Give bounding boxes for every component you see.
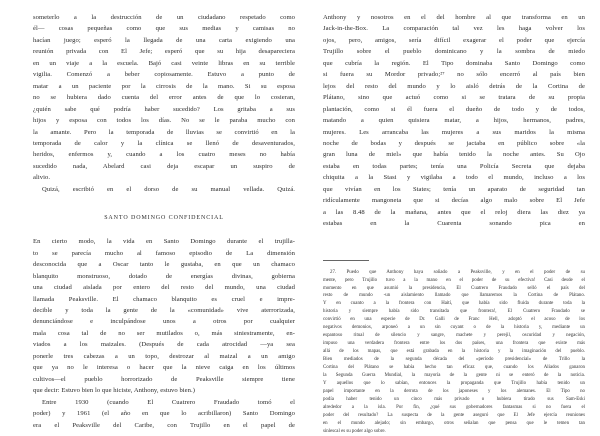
text-line: era el Peaksville del Caribe, con Trujillo en el papel de	[33, 421, 295, 429]
text-line: no se hubiera dado cuenta del error antes de que lo cosieran,	[33, 94, 295, 102]
text-line: hacían juego; esperó la llegada de una carta exigiendo una	[33, 36, 295, 44]
text-line: ¿quién sabe qué podría haber sucedido? Los gritaba a sus	[33, 105, 295, 113]
footnote-line: convirtió en una especie de Dr. Galli de Franc Hell, adoptó el acoso de los	[323, 317, 585, 323]
text-line: heridos, enfermos y, cuando a los cuatro meses no había	[33, 151, 295, 159]
paragraph-trujillo-years	[33, 397, 295, 431]
paragraph-santo-domingo	[33, 236, 295, 396]
paragraph-continued	[33, 12, 295, 184]
footnote-line: historia y siempre había sido transitada que frontera!, El Cuatrero Fraudado se	[323, 309, 585, 315]
footnote-divider	[323, 260, 369, 261]
text-line: gran luna de miel» que había tenido la noche antes. Su Ojo	[323, 151, 585, 159]
text-line: desconocida que a Oscar tanto le gustaba, en que un chamaco	[33, 261, 295, 269]
paragraph-quiza: Quizá, escribió en el dorso de su manual vellada. Quizá.	[42, 185, 295, 193]
footnote-line: papel importante en la derrota de los japoneses y los alemanes. El Tipo no	[323, 388, 585, 394]
text-line: decible y toda la gente de la «comunidad» vive aterrorizada,	[33, 306, 295, 314]
footnote-line: sinlescal es su poder algo sobre.	[323, 428, 386, 434]
paragraph-anthony	[323, 12, 585, 230]
footnote-line: alrededor a la isla. Por fin, ¿qué sus gobernadores fantasmas si no fuera el	[323, 404, 585, 410]
footnote-line: momento en que asumió la presidencia, El Cuatrero Fraudado selló el país del	[323, 285, 585, 291]
text-line: mujeres. Les arrancaba las mujeres a sus maridos la misma	[323, 128, 585, 136]
text-line: alivio.	[33, 174, 51, 182]
text-line: en un viaje a la escuela. Bajó casi veinte libras en su terrible	[33, 59, 295, 67]
footnote-line: Y en cuanto a la frontera con Haití, que había sido fluida durante toda la	[323, 301, 585, 307]
footnote-line: poder del resultado? La suspecta de la gente aseguró que El Jefe ejercía reuniones	[323, 412, 585, 418]
footnote-line: la Segunda Guerra Mundial, la mayoría de la gente ni se enteró de la noticia.	[323, 373, 585, 378]
footnote-line: espantoso ritual de silencio y sangre, machete y perejil, oscuridad y negación,	[323, 333, 585, 339]
text-line: lejos del resto del mundo y lo aisló detrás de la Cortina de	[323, 82, 585, 90]
text-line: Trujillo sobre el pueblo dominicano y la sombra de miedo	[323, 48, 585, 56]
footnote-line: podía haber tenido un cinco más privado o hubiera tirado sus Sam-Eski	[323, 396, 585, 402]
text-line: estaba en todas partes; tenía una Policía Secreta que dejaba	[323, 162, 585, 170]
footnote-line: mente, pero Trujillo tuvo a la mano en el poder de su efectiva! Casi desde el	[323, 277, 585, 283]
text-line: Entre 1930 (cuando El Cuatrero Fraudado tomó el	[42, 398, 295, 406]
text-line: vigilia. Comenzó a beber copiosamente. Estuvo a punto de	[33, 71, 295, 79]
text-line: chiquita a la Stasi y vigilaba a todo el mundo, incluso a los	[323, 174, 585, 182]
text-line: hijos y esposa con todos los días. No se le paraba mucho con	[33, 117, 295, 125]
footnote-line: Y aquellos que lo sabían, entonces la propaganda que Trujillo había tenido un	[323, 380, 585, 386]
text-line: él— cosas pequeñas como que sus medias y camisas no	[33, 25, 295, 33]
text-line: cultivos—el pueblo horrorizado de Peaksville siempre tiene	[33, 375, 295, 383]
text-line: sucedido nada, Abelard casi deja escapar un suspiro de	[33, 162, 295, 170]
left-page	[33, 12, 295, 431]
text-line: Plátano, sino que actuó como si se tratara de su propia	[323, 94, 585, 102]
text-line: mala cosa tal de no ser mutilados o, más siniestramente, en-	[33, 329, 295, 337]
text-line: que decir: Estuvo bien lo que hiciste, Anthony, estuvo bien.)	[33, 387, 195, 395]
text-line: una ciudad aislada por entero del resto del mundo, una ciudad	[33, 284, 295, 292]
text-line: plantación, como si él fuera el dueño de todo y de todos,	[323, 105, 585, 113]
text-line: la amante. Pero la temporada de lluvias se convirtió en la	[33, 128, 295, 136]
text-line: poder) y 1961 (el año en que lo acribillaron) Santo Domingo	[33, 410, 295, 418]
text-line: matando a quien quisiera matar, a hijos, hermanos, padres,	[323, 117, 585, 125]
text-line: ridículamente mangoneta que si decías algo malo sobre El Jefe	[323, 197, 585, 205]
text-line: someterlo a la destrucción de un ciudadano respetado como	[33, 14, 295, 21]
text-line: a las 8.48 de la mañana, antes que el reloj diera las diez ya	[323, 208, 585, 216]
text-line: Anthony y nosotros en el del hombre al que transforma en un	[323, 14, 585, 21]
text-line: reunión privada con El Jefe; esperó que su hija desapareciera	[33, 48, 295, 56]
text-line: ojos, pero, amigos, sería difícil exagerar el poder que ejercía	[323, 36, 585, 44]
text-line: que vivían en los States; tenía un aparato de seguridad tan	[323, 185, 585, 193]
text-line: ponerle tres cabezas a un topo, destrozar al maizal a un amigo	[33, 352, 295, 360]
section-heading: SANTO DOMINGO CONFIDENCIAL	[104, 215, 224, 222]
footnote-line: 27. Puedo que Anthony haya soñado a Peaksville, y en el poder de su	[330, 269, 585, 275]
text-line: matar a un paciente por la cirrosis de la mano. Si su esposa	[33, 82, 295, 90]
text-line: llamada Peaksville. El chamaco blanquito es cruel e impre-	[33, 295, 295, 303]
text-line: to se parecía mucho al famoso episodio de La dimensión	[33, 249, 295, 257]
text-line: blanquito monstruoso, dotado de energías divinas, gobierna	[33, 272, 295, 280]
footnote-line: Bien mediados de la segunda década del «periodo presidencial» de Trillo la	[323, 357, 585, 363]
footnote-line: en el mundo alejado; sin embargo, otros señalan que pensa que le temen tan	[323, 420, 585, 426]
text-line: Jack-in-the-Box. La comparación tal vez les haga volver los	[323, 25, 585, 33]
text-line: que cubría la región. El Tipo dominaba Santo Domingo como	[323, 59, 585, 67]
text-line: viados a los maizales. (Después de cada atrocidad —ya sea	[33, 341, 295, 349]
footnote-line: allá de los mapas, que está grabada en la historia y la imaginación del pueblo.	[323, 349, 585, 355]
text-line: si fuera su Mordor privado;²⁷ no sólo encerró al país bien	[323, 71, 585, 79]
footnote-line: negativos demonios, arponeó a un sin cuyant o de la historia y, mediante un	[323, 325, 585, 331]
text-line: denunciándose e inculpándose unos a otros por cualquier	[33, 318, 295, 326]
text-line: temporada de calor y la clínica se llenó de desaventurados,	[33, 139, 295, 147]
right-page	[323, 12, 585, 436]
text-line: En cierto modo, la vida en Santo Domingo durante el trujilla-	[33, 238, 295, 246]
footnote-line: impuso una verdadera frontera entre los dos países, una frontera que existe más	[323, 341, 585, 347]
footnote-line: resto de mundo -un aislamiento llamado que llamaremos la Cortina de Plátano.	[323, 293, 585, 299]
footnote-line: Cortina del Plátano se había hecho tan eficaz que, cuando los Aliados ganaron	[323, 365, 585, 371]
footnote-27	[323, 269, 585, 436]
text-line: estabas en la Cuarenta sonando pica en	[323, 220, 585, 228]
text-line: noche de bodas y después se jactaba en público sobre «la	[323, 139, 585, 147]
text-line: que ya no le interesa o hacer que la nieve caiga en los últimos	[33, 364, 295, 372]
